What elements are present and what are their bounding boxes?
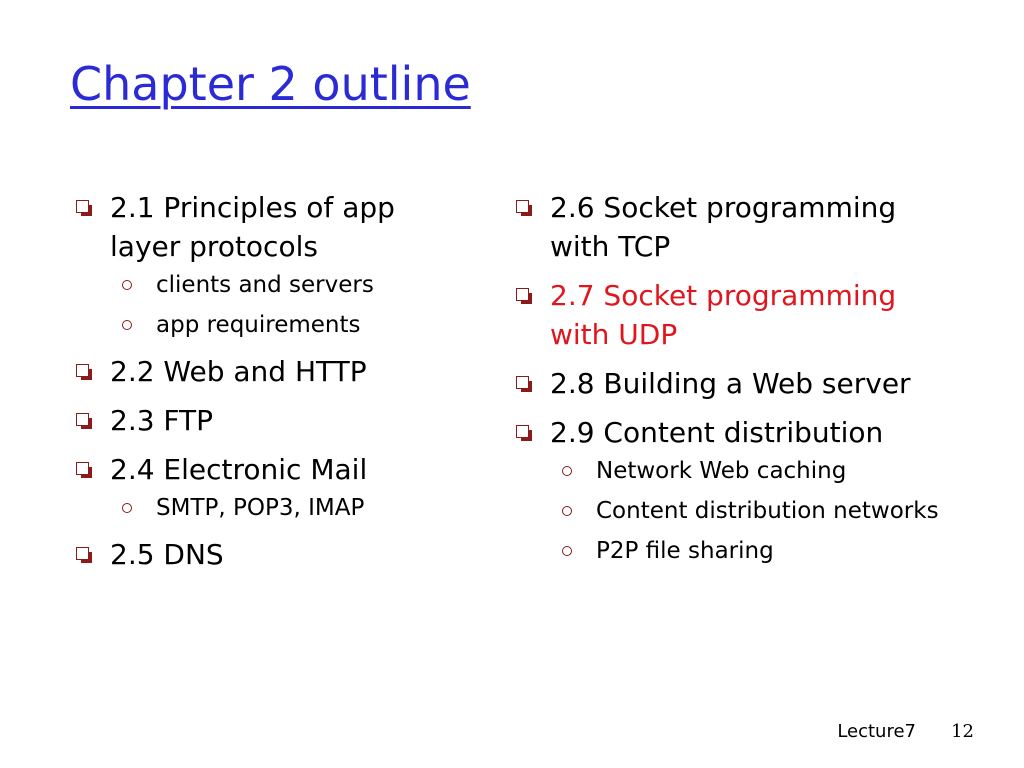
outline-item bbox=[72, 401, 452, 440]
sub-item-label: Network Web caching bbox=[596, 458, 847, 484]
sub-item-label: SMTP, POP3, IMAP bbox=[156, 495, 365, 521]
page-number: 12 bbox=[951, 721, 974, 742]
square-bullet-icon bbox=[76, 547, 89, 560]
square-bullet-icon bbox=[76, 413, 89, 426]
outline-item-label: 2.7 Socket programming with UDP bbox=[550, 279, 897, 351]
square-bullet-icon bbox=[76, 364, 89, 377]
circle-bullet-icon bbox=[562, 546, 572, 556]
square-bullet-icon bbox=[516, 200, 529, 213]
circle-bullet-icon bbox=[122, 320, 132, 330]
outline-item-label: 2.1 Principles of app layer protocols bbox=[110, 191, 395, 263]
right-outline-list bbox=[512, 188, 952, 578]
sub-list bbox=[110, 268, 452, 342]
outline-item-label: 2.5 DNS bbox=[110, 538, 224, 571]
sub-item bbox=[550, 534, 952, 568]
sub-list bbox=[550, 454, 952, 568]
sub-item-label: app requirements bbox=[156, 312, 361, 338]
sub-item bbox=[110, 491, 452, 525]
outline-item bbox=[72, 450, 452, 525]
outline-item bbox=[512, 364, 952, 403]
sub-item bbox=[550, 454, 952, 488]
circle-bullet-icon bbox=[562, 466, 572, 476]
circle-bullet-icon bbox=[122, 503, 132, 513]
outline-item-label: 2.8 Building a Web server bbox=[550, 367, 911, 400]
sub-item-label: clients and servers bbox=[156, 272, 374, 298]
left-outline-list bbox=[72, 188, 452, 584]
outline-item bbox=[72, 352, 452, 391]
footer-lecture-label: Lecture7 bbox=[837, 721, 916, 742]
outline-item-label: 2.3 FTP bbox=[110, 404, 214, 437]
square-bullet-icon bbox=[516, 288, 529, 301]
sub-item-label: Content distribution networks bbox=[596, 498, 939, 524]
outline-item-label: 2.6 Socket programming with TCP bbox=[550, 191, 897, 263]
outline-item-label: 2.2 Web and HTTP bbox=[110, 355, 367, 388]
sub-item-label: P2P file sharing bbox=[596, 538, 774, 564]
sub-item bbox=[110, 308, 452, 342]
outline-item-label: 2.4 Electronic Mail bbox=[110, 453, 368, 486]
circle-bullet-icon bbox=[122, 280, 132, 290]
circle-bullet-icon bbox=[562, 506, 572, 516]
slide-title: Chapter 2 outline bbox=[70, 57, 471, 111]
sub-list bbox=[110, 491, 452, 525]
square-bullet-icon bbox=[76, 200, 89, 213]
outline-item bbox=[72, 188, 452, 342]
square-bullet-icon bbox=[516, 376, 529, 389]
sub-item bbox=[110, 268, 452, 302]
outline-item-label: 2.9 Content distribution bbox=[550, 416, 884, 449]
square-bullet-icon bbox=[76, 462, 89, 475]
outline-item bbox=[512, 188, 952, 266]
square-bullet-icon bbox=[516, 425, 529, 438]
outline-item-current bbox=[512, 276, 952, 354]
sub-item bbox=[550, 494, 952, 528]
outline-item bbox=[512, 413, 952, 568]
outline-item bbox=[72, 535, 452, 574]
